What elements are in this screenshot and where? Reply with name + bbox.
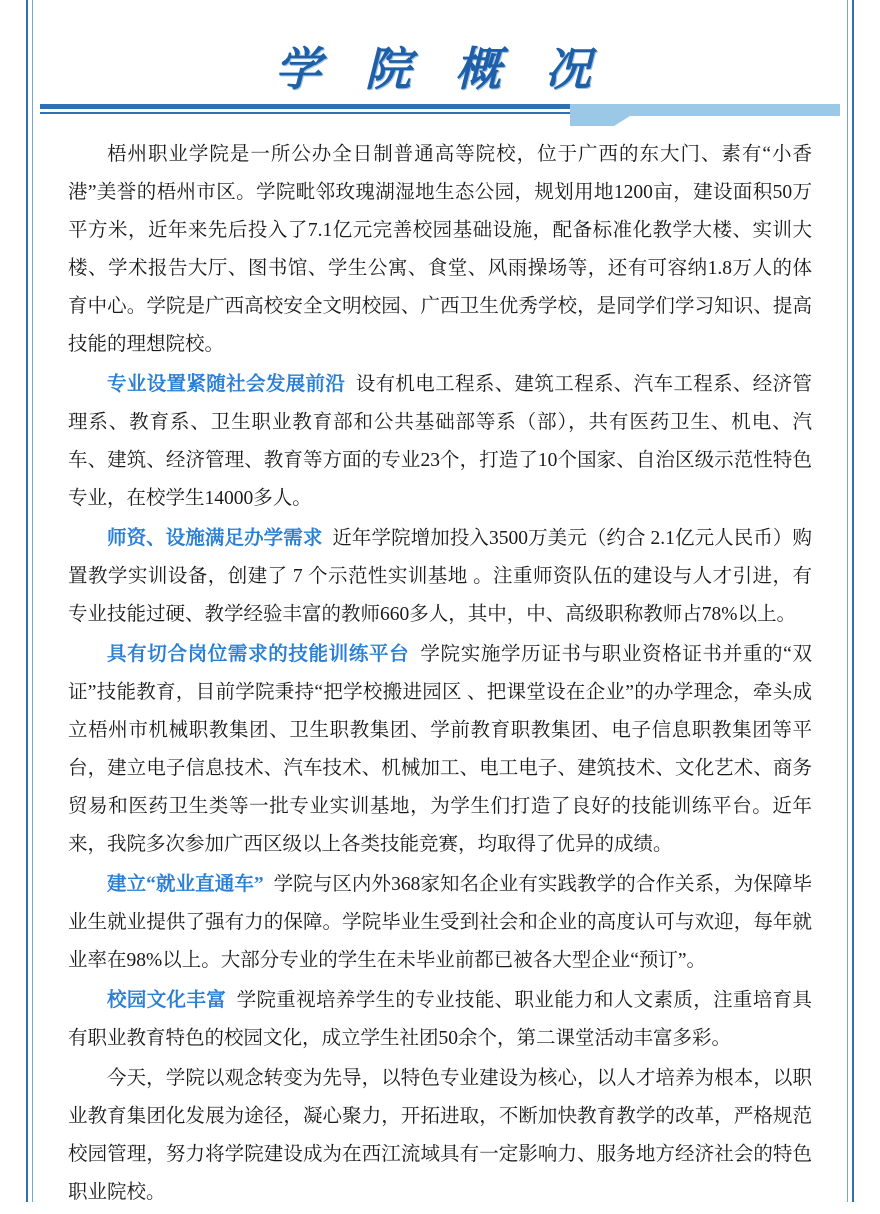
document-body (68, 136, 812, 1214)
paragraph (68, 636, 812, 864)
paragraph-lead-gap (409, 644, 420, 665)
paragraph (68, 982, 812, 1058)
paragraph-lead-gap (264, 874, 274, 895)
paragraph-text: 近年学院增加投入3500万美元（约合 2.1亿元人民币）购置教学实训设备，创建了 7 个示范性实训基地 。注重师资队伍的建设与人才引进，有专业技能过硬、教学经验丰富的教师660多人，其中，中、高级职称教师占78%以上。 (68, 528, 812, 625)
document-header (40, 30, 840, 120)
page-title: 学 院 概 况 (274, 42, 606, 96)
paragraph-text: 学院实施学历证书与职业资格证书并重的“双证”技能教育，目前学院秉持“把学校搬进园区 、把课堂设在企业”的办学理念，牵头成立梧州市机械职教集团、卫生职教集团、学前教育职教集团、电子信息职教集团等平台，建立电子信息技术、汽车技术、机械加工、电工电子、建筑技术、文化艺术、商务贸易和医药卫生类等一批专业实训基地，为学生们打造了良好的技能训练平台。近年来，我院多次参加广西区级以上各类技能竞赛，均取得了优异的成绩。 (68, 644, 812, 855)
page-rule-right-inner (847, 0, 848, 1202)
paragraph-lead: 专业设置紧随社会发展前沿 (107, 374, 346, 395)
paragraph-lead: 具有切合岗位需求的技能训练平台 (107, 644, 410, 665)
paragraph-lead: 建立“就业直通车” (107, 874, 264, 895)
page-rule-right (852, 0, 854, 1202)
paragraph-lead: 校园文化丰富 (107, 990, 227, 1011)
paragraph-text: 梧州职业学院是一所公办全日制普通高等院校，位于广西的东大门、素有“小香港”美誉的梧州市区。学院毗邻玫瑰湖湿地生态公园，规划用地1200亩，建设面积50万平方米，近年来先后投入了7.1亿元完善校园基础设施，配备标准化教学大楼、实训大楼、学术报告大厅、图书馆、学生公寓、食堂、风雨操场等，还有可容纳1.8万人的体育中心。学院是广西高校安全文明校园、广西卫生优秀学校，是同学们学习知识、提高技能的理想院校。 (68, 144, 812, 355)
paragraph-lead-gap (345, 374, 355, 395)
paragraph (68, 1060, 812, 1212)
header-ribbon-icon (570, 104, 840, 126)
paragraph-text: 学院与区内外368家知名企业有实践教学的合作关系，为保障毕业生就业提供了强有力的保障。学院毕业生受到社会和企业的高度认可与欢迎，每年就业率在98%以上。大部分专业的学生在未毕业前都已被各大型企业“预订”。 (68, 874, 812, 971)
paragraph-lead-gap (322, 528, 332, 549)
paragraph-lead-gap (226, 990, 236, 1011)
page-rule-left (26, 0, 28, 1202)
page-rule-left-inner (32, 0, 33, 1202)
paragraph-text: 学院重视培养学生的专业技能、职业能力和人文素质，注重培育具有职业教育特色的校园文化，成立学生社团50余个，第二课堂活动丰富多彩。 (68, 990, 812, 1049)
paragraph-text: 今天，学院以观念转变为先导，以特色专业建设为核心，以人才培养为根本，以职业教育集团化发展为途径，凝心聚力，开拓进取，不断加快教育教学的改革，严格规范校园管理，努力将学院建设成为在西江流域具有一定影响力、服务地方经济社会的特色职业院校。 (68, 1068, 812, 1203)
paragraph-lead: 师资、设施满足办学需求 (107, 528, 323, 549)
paragraph (68, 366, 812, 518)
header-rule (40, 104, 840, 126)
paragraph (68, 136, 812, 364)
paragraph-text: 设有机电工程系、建筑工程系、汽车工程系、经济管理系、教育系、卫生职业教育部和公共基础部等系（部），共有医药卫生、机电、汽车、建筑、经济管理、教育等方面的专业23个，打造了10个国家、自治区级示范性特色专业，在校学生14000多人。 (68, 374, 812, 509)
paragraph (68, 520, 812, 634)
paragraph (68, 866, 812, 980)
